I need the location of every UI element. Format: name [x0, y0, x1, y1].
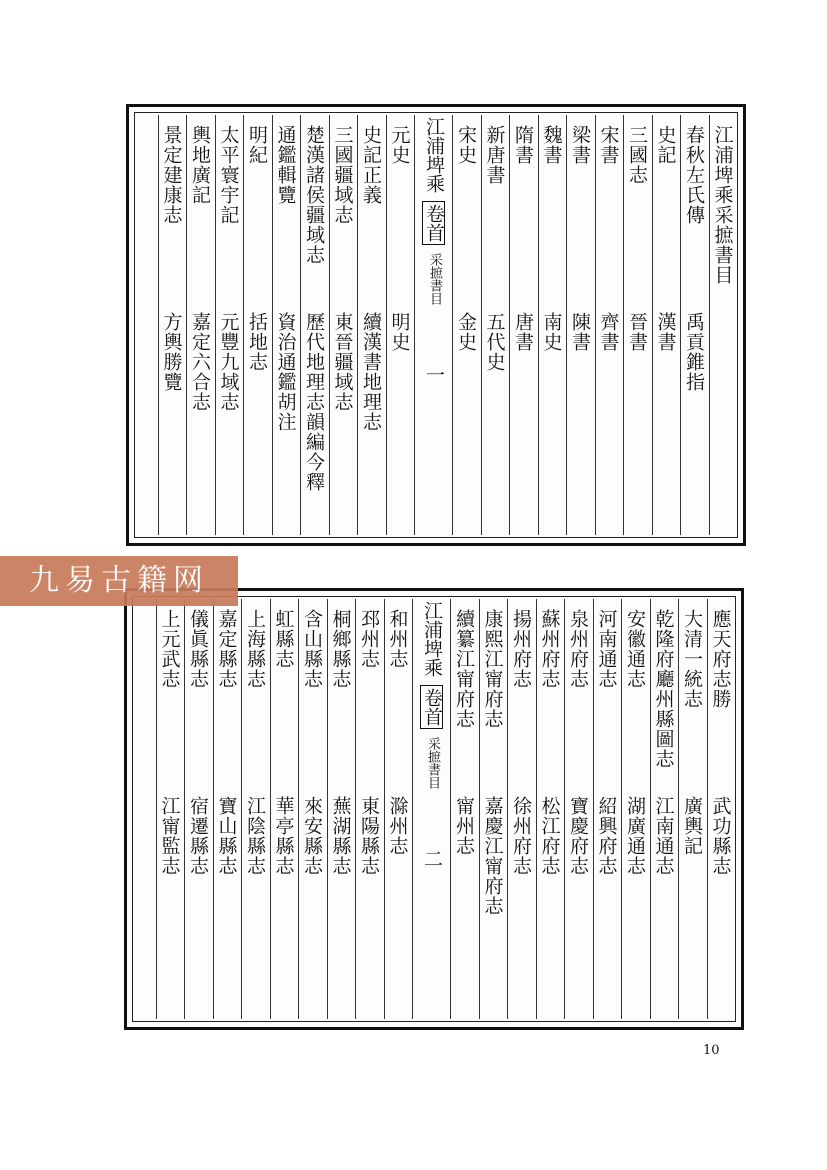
- column-rule: [272, 115, 273, 535]
- bottom-page-frame: [124, 588, 744, 1030]
- book-title: 明紀: [246, 125, 268, 165]
- top-page-frame: [126, 104, 746, 546]
- column-rule: [509, 115, 510, 535]
- column-rule: [650, 599, 651, 1019]
- column-rule: [329, 115, 330, 535]
- watermark-banner: 九易古籍网: [0, 556, 238, 606]
- book-title: 東陽縣志: [358, 796, 380, 876]
- book-title: 史記正義: [360, 125, 382, 205]
- book-title: 紹興府志: [595, 796, 618, 876]
- book-title: 續纂江甯府志: [453, 609, 475, 729]
- book-title: 隋書: [512, 125, 534, 165]
- book-title: 江南通志: [652, 796, 675, 876]
- book-title: 通鑑輯覽: [274, 125, 297, 205]
- book-title: 嘉定縣志: [215, 609, 238, 689]
- column-rule: [355, 599, 356, 1019]
- book-title: 松江府志: [538, 796, 561, 876]
- header-folio: 二: [421, 849, 443, 868]
- book-title: 湖廣通志: [624, 796, 646, 876]
- column-rule: [623, 115, 624, 535]
- column-rule: [479, 599, 480, 1019]
- book-title: 蘇州府志: [538, 609, 561, 689]
- column-rule: [566, 115, 567, 535]
- book-title: 虹縣志: [272, 609, 295, 669]
- book-title: 江甯監志: [158, 796, 181, 876]
- column-rule: [564, 599, 565, 1019]
- book-title: 甯州志: [453, 796, 475, 856]
- header-title: 江浦埤乘: [421, 601, 443, 677]
- column-rule: [481, 115, 482, 535]
- book-title: 大清一統志: [681, 609, 703, 709]
- book-title: 上元武志: [158, 609, 181, 689]
- book-title: 續漢書地理志: [360, 312, 382, 432]
- column-rule: [593, 599, 594, 1019]
- book-title: 含山縣志: [301, 609, 323, 689]
- column-rule: [241, 599, 242, 1019]
- book-title: 南史: [540, 312, 563, 352]
- book-title: 和州志: [386, 609, 409, 669]
- book-title: 江浦埤乘采摭書目: [711, 125, 734, 285]
- book-title: 三國志: [626, 125, 648, 185]
- book-title: 上海縣志: [244, 609, 266, 689]
- book-title: 晉書: [626, 312, 648, 352]
- book-title: 滁州志: [386, 796, 409, 856]
- book-title: 康熙江甯府志: [481, 609, 504, 729]
- column-rule: [621, 599, 622, 1019]
- book-title: 金史: [455, 312, 477, 352]
- book-title: 史記: [654, 125, 677, 165]
- book-title: 宋書: [597, 125, 620, 165]
- column-rule: [243, 115, 244, 535]
- block-center-header: [420, 601, 443, 868]
- column-rule: [709, 115, 710, 535]
- header-note: 采摭書目: [427, 253, 442, 305]
- header-note: 采摭書目: [425, 737, 440, 789]
- header-folio: 一: [423, 365, 445, 384]
- book-title: 陳書: [569, 312, 591, 352]
- column-rule: [184, 599, 185, 1019]
- book-title: 景定建康志: [160, 125, 183, 225]
- book-title: 魏書: [540, 125, 563, 165]
- book-title: 嘉慶江甯府志: [481, 796, 504, 916]
- page-number: 10: [703, 1043, 720, 1058]
- column-rule: [213, 599, 214, 1019]
- column-rule: [215, 115, 216, 535]
- book-title: 資治通鑑胡注: [274, 312, 297, 432]
- column-rule: [507, 599, 508, 1019]
- book-title: 東晉疆域志: [331, 312, 354, 412]
- column-rule: [158, 115, 159, 535]
- book-title: 泉州府志: [567, 609, 589, 689]
- book-title: 輿地廣記: [189, 125, 211, 205]
- column-rule: [707, 599, 708, 1019]
- column-rule: [386, 115, 387, 535]
- column-rule: [595, 115, 596, 535]
- book-title: 來安縣志: [301, 796, 323, 876]
- book-title: 梁書: [569, 125, 591, 165]
- header-title: 江浦埤乘: [423, 117, 445, 193]
- column-rule: [186, 115, 187, 535]
- book-title: 寶慶府志: [567, 796, 589, 876]
- book-title: 元史: [388, 125, 411, 165]
- book-title: 元豐九域志: [217, 312, 240, 412]
- book-title: 廣輿記: [681, 796, 703, 856]
- book-title: 歷代地理志韻編今釋: [303, 312, 325, 492]
- column-rule: [327, 599, 328, 1019]
- block-center-header: [422, 117, 445, 384]
- book-title: 華亭縣志: [272, 796, 295, 876]
- book-title: 邳州志: [358, 609, 380, 669]
- column-rule: [538, 115, 539, 535]
- book-title: 唐書: [512, 312, 534, 352]
- book-title: 江陰縣志: [244, 796, 266, 876]
- book-title: 太平寰宇記: [217, 125, 240, 225]
- book-title: 三國疆域志: [331, 125, 354, 225]
- column-rule: [678, 599, 679, 1019]
- book-title: 括地志: [246, 312, 268, 372]
- book-title: 方輿勝覽: [160, 312, 183, 392]
- column-rule: [450, 599, 451, 1019]
- book-title: 河南通志: [595, 609, 618, 689]
- column-rule: [300, 115, 301, 535]
- book-title: 應天府志勝: [709, 609, 732, 709]
- column-rule: [452, 115, 453, 535]
- book-title: 儀眞縣志: [187, 609, 209, 689]
- header-chapter: 卷首: [422, 201, 445, 245]
- book-title: 揚州府志: [510, 609, 532, 689]
- book-title: 楚漢諸侯疆域志: [303, 125, 325, 265]
- column-rule: [298, 599, 299, 1019]
- column-rule: [357, 115, 358, 535]
- column-rule: [156, 599, 157, 1019]
- book-title: 寶山縣志: [215, 796, 238, 876]
- book-title: 宿遷縣志: [187, 796, 209, 876]
- book-title: 齊書: [597, 312, 620, 352]
- book-title: 宋史: [455, 125, 477, 165]
- column-rule: [384, 599, 385, 1019]
- book-title: 新唐書: [483, 125, 506, 185]
- book-title: 乾隆府廳州縣圖志: [652, 609, 675, 769]
- book-title: 桐鄉縣志: [329, 609, 352, 689]
- column-rule: [414, 115, 415, 535]
- column-rule: [680, 115, 681, 535]
- column-rule: [652, 115, 653, 535]
- book-title: 明史: [388, 312, 411, 352]
- book-title: 漢書: [654, 312, 677, 352]
- book-title: 武功縣志: [709, 796, 732, 876]
- book-title: 春秋左氏傳: [683, 125, 705, 225]
- column-rule: [270, 599, 271, 1019]
- book-title: 嘉定六合志: [189, 312, 211, 412]
- book-title: 五代史: [483, 312, 506, 372]
- book-title: 徐州府志: [510, 796, 532, 876]
- column-rule: [412, 599, 413, 1019]
- book-title: 蕪湖縣志: [329, 796, 352, 876]
- column-rule: [536, 599, 537, 1019]
- header-chapter: 卷首: [420, 685, 443, 729]
- book-title: 安徽通志: [624, 609, 646, 689]
- book-title: 禹貢錐指: [683, 312, 705, 392]
